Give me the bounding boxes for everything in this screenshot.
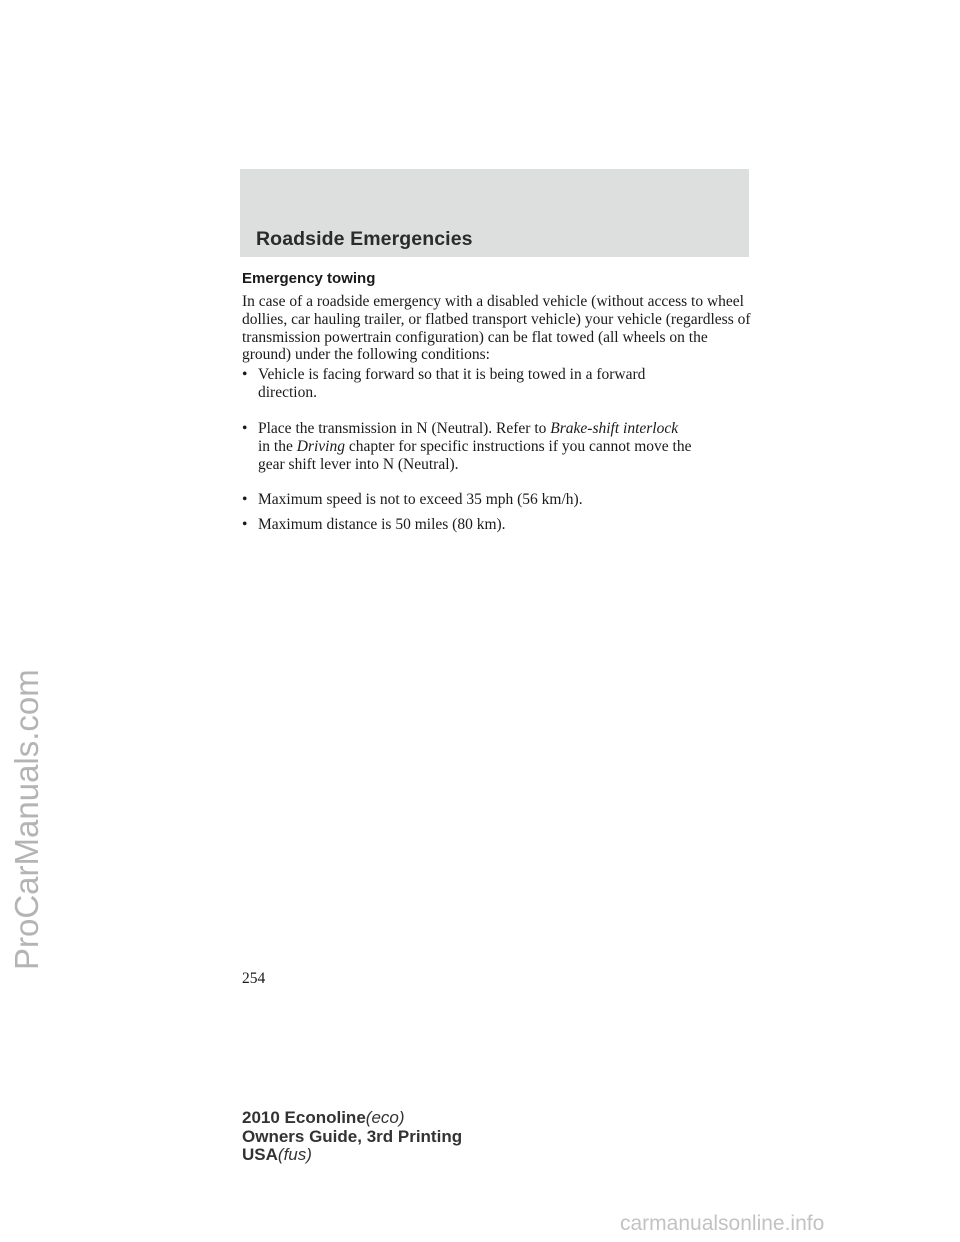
footer-guide: Owners Guide, 3rd Printing bbox=[242, 1126, 463, 1146]
list-item bbox=[242, 366, 752, 402]
bullet-list-item bbox=[242, 516, 752, 534]
bullet-text: Place the transmission in N (Neutral). Refer to bbox=[258, 420, 547, 437]
bullet-text: Maximum distance is 50 miles (80 km). bbox=[258, 516, 506, 533]
footer-market: USA bbox=[242, 1145, 278, 1164]
bullet-list-item bbox=[242, 491, 752, 509]
side-watermark: ProCarManuals.com bbox=[8, 669, 45, 970]
page-number: 254 bbox=[242, 970, 266, 987]
section-heading: Emergency towing bbox=[242, 270, 376, 287]
list-item bbox=[242, 516, 752, 534]
bullet-icon: • bbox=[242, 366, 248, 383]
footer-line-model bbox=[242, 1109, 462, 1128]
section-header-band bbox=[240, 169, 749, 257]
list-item bbox=[242, 420, 752, 473]
bullet-text-line: gear shift lever into N (Neutral). bbox=[258, 455, 459, 473]
footer-line-market bbox=[242, 1146, 462, 1165]
footer-market-code: (fus) bbox=[277, 1145, 312, 1164]
chapter-title: Roadside Emergencies bbox=[256, 228, 473, 250]
bullet-text-line: Vehicle is facing forward so that it is being towed in a forward bbox=[258, 366, 646, 383]
list-item bbox=[242, 491, 752, 509]
document-footer bbox=[242, 1109, 462, 1165]
bullet-text: chapter for specific instructions if you cannot move the bbox=[348, 437, 692, 455]
bullet-text-line: direction. bbox=[258, 383, 317, 401]
bottom-watermark: carmanualsonline.info bbox=[620, 1212, 825, 1235]
bullet-icon: • bbox=[242, 420, 248, 437]
bullet-text: in the bbox=[258, 437, 293, 455]
bullet-list-item bbox=[242, 366, 752, 402]
footer-model-code: (eco) bbox=[365, 1108, 405, 1127]
bullet-text: Maximum speed is not to exceed 35 mph (56 km/h). bbox=[258, 491, 583, 508]
intro-paragraph bbox=[242, 293, 752, 364]
intro-text: In case of a roadside emergency with a disabled vehicle (without access to wheel dollies, car hauling trailer, or flatbed transport vehicle) your vehicle (regardless of transmission powertrain configuration) can be flat towed (all wheels on the ground) under the following conditions: bbox=[242, 293, 751, 364]
bullet-list-item bbox=[242, 420, 752, 473]
chapter-reference: Driving bbox=[296, 437, 345, 455]
bullet-icon: • bbox=[242, 516, 248, 533]
footer-model: 2010 Econoline bbox=[242, 1108, 366, 1127]
bullet-icon: • bbox=[242, 491, 248, 508]
footer-line-guide bbox=[242, 1128, 462, 1147]
cross-reference-link: Brake-shift interlock bbox=[550, 420, 679, 437]
